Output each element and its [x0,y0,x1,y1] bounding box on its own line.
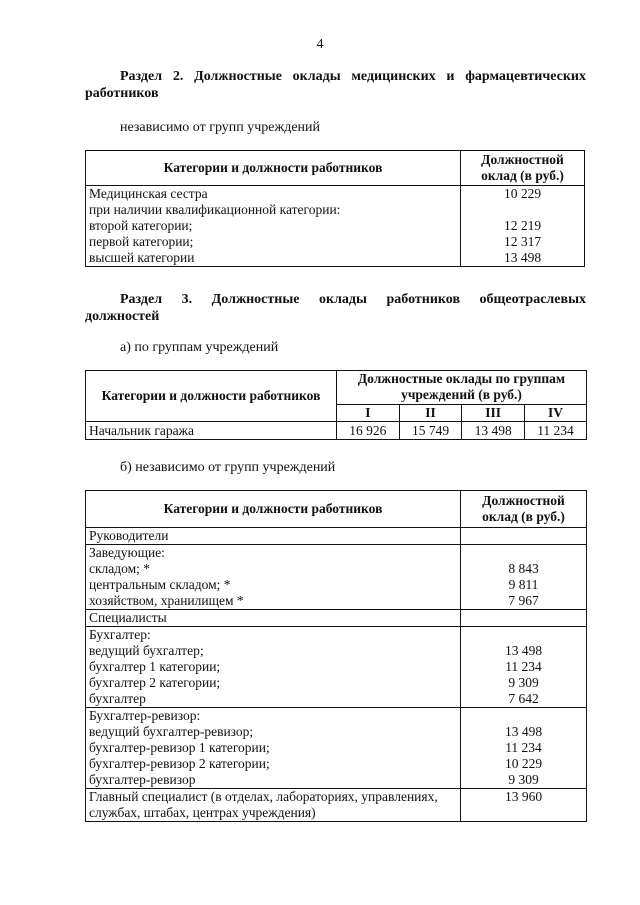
section3-subtitle-b: б) независимо от групп учреждений [120,460,336,475]
table-header-row [86,371,587,405]
group-II: II [399,404,462,421]
chief-specialist-labels: Главный специалист (в отделах, лабораториях, управлениях, службах, штабах, центрах учреждения) [86,789,461,822]
section2-heading-line1: Раздел 2. Должностные оклады медицинских и фармацевтических [120,69,586,84]
table-row [86,789,587,822]
garage-chief-value-II: 15 749 [399,422,462,440]
nurse-labels: Медицинская сестра при наличии квалификационной категории: второй категории; первой категории; высшей категории [86,186,461,267]
header-salary: Должностной оклад (в руб.) [461,491,587,528]
table-row [86,708,587,789]
table-row [86,186,585,267]
page-number: 4 [316,37,324,52]
garage-chief-value-I: 16 926 [337,422,400,440]
table-header-row [86,491,587,528]
section3-subtitle-a: а) по группам учреждений [120,340,279,355]
header-groups: Должностные оклады по группам учреждений (в руб.) [337,371,587,405]
section3-heading-line2: должностей [85,309,160,324]
header-categories: Категории и должности работников [86,491,461,528]
garage-chief-value-III: 13 498 [462,422,525,440]
section2-heading-line2: работников [85,86,159,101]
table-row [86,610,587,627]
garage-chief-value-IV: 11 234 [525,422,587,440]
group-IV: IV [525,404,587,421]
auditor-labels: Бухгалтер-ревизор: ведущий бухгалтер-ревизор; бухгалтер-ревизор 1 категории; бухгалтер-ревизор 2 категории; бухгалтер-ревизор [86,708,461,789]
managers-labels: Заведующие: складом; * центральным складом; * хозяйством, хранилищем * [86,545,461,610]
nurse-values: 10 229 12 219 12 317 13 498 [461,186,585,267]
table-row [86,528,587,545]
chief-specialist-values: 13 960 [461,789,587,822]
section2-table [85,150,585,267]
group-managers: Руководители [86,528,461,545]
managers-values: 8 843 9 811 7 967 [461,545,587,610]
section3-heading-line1: Раздел 3. Должностные оклады работников общеотраслевых [120,292,586,307]
table-row [86,422,587,440]
group-specialists: Специалисты [86,610,461,627]
accountant-labels: Бухгалтер: ведущий бухгалтер; бухгалтер 1 категории; бухгалтер 2 категории; бухгалтер [86,627,461,708]
section3-table-a [85,370,587,440]
header-categories: Категории и должности работников [86,151,461,186]
group-I: I [337,404,400,421]
group-III: III [462,404,525,421]
garage-chief-label: Начальник гаража [86,422,337,440]
accountant-values: 13 498 11 234 9 309 7 642 [461,627,587,708]
section3-table-b [85,490,587,822]
auditor-values: 13 498 11 234 10 229 9 309 [461,708,587,789]
header-categories: Категории и должности работников [86,371,337,422]
section2-subtitle: независимо от групп учреждений [120,120,321,135]
header-salary: Должностной оклад (в руб.) [461,151,585,186]
table-header-row [86,151,585,186]
table-row [86,627,587,708]
table-row [86,545,587,610]
